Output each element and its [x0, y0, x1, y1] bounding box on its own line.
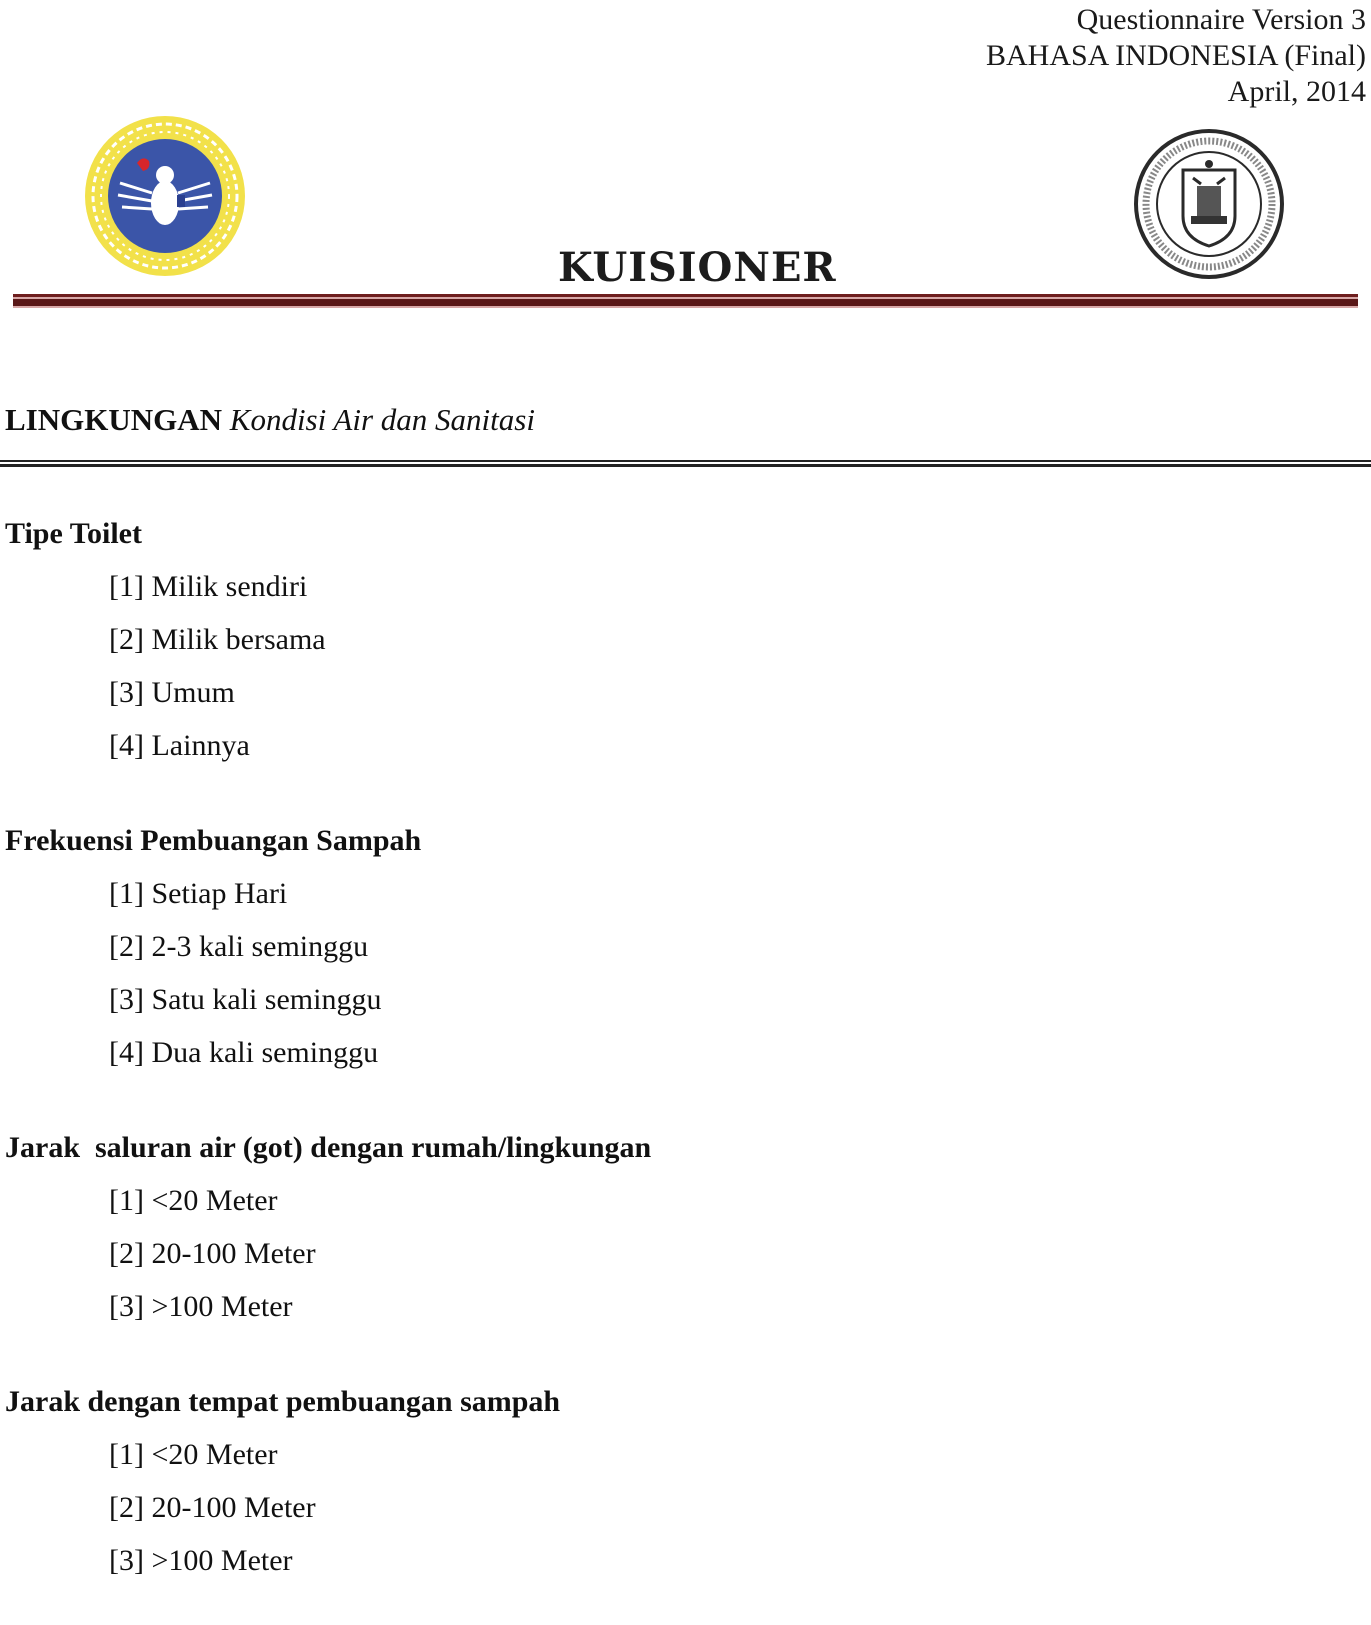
option-item: [2] 2-3 kali seminggu	[109, 930, 369, 963]
trinity-college-seal-logo	[1133, 128, 1285, 280]
option-item: [1] <20 Meter	[109, 1184, 278, 1217]
date-line: April, 2014	[1227, 75, 1366, 108]
section-divider	[0, 460, 1371, 467]
document-title: KUISIONER	[558, 244, 837, 291]
option-item: [1] <20 Meter	[109, 1438, 278, 1471]
option-item: [1] Milik sendiri	[109, 570, 308, 603]
option-item: [2] 20-100 Meter	[109, 1237, 316, 1270]
section-heading-italic: Kondisi Air dan Sanitasi	[229, 402, 535, 437]
section-heading	[5, 402, 535, 438]
question-title: Tipe Toilet	[5, 517, 142, 550]
option-item: [3] Satu kali seminggu	[109, 983, 382, 1016]
option-item: [2] 20-100 Meter	[109, 1491, 316, 1524]
version-line: Questionnaire Version 3	[1076, 3, 1366, 36]
university-seal-logo	[82, 113, 248, 279]
option-item: [3] >100 Meter	[109, 1544, 293, 1577]
option-item: [4] Lainnya	[109, 729, 250, 762]
question-title: Frekuensi Pembuangan Sampah	[5, 824, 422, 857]
document-meta	[986, 2, 1366, 110]
question-title: Jarak dengan tempat pembuangan sampah	[5, 1385, 561, 1418]
language-line: BAHASA INDONESIA (Final)	[985, 39, 1366, 72]
option-item: [3] >100 Meter	[109, 1290, 293, 1323]
option-item: [1] Setiap Hari	[109, 877, 288, 910]
option-item: [2] Milik bersama	[109, 623, 326, 656]
section-heading-bold: LINGKUNGAN	[5, 402, 223, 437]
question-title: Jarak saluran air (got) dengan rumah/lingkungan	[5, 1131, 652, 1164]
option-item: [4] Dua kali seminggu	[109, 1036, 379, 1069]
option-item: [3] Umum	[109, 676, 235, 709]
title-divider	[13, 294, 1358, 308]
